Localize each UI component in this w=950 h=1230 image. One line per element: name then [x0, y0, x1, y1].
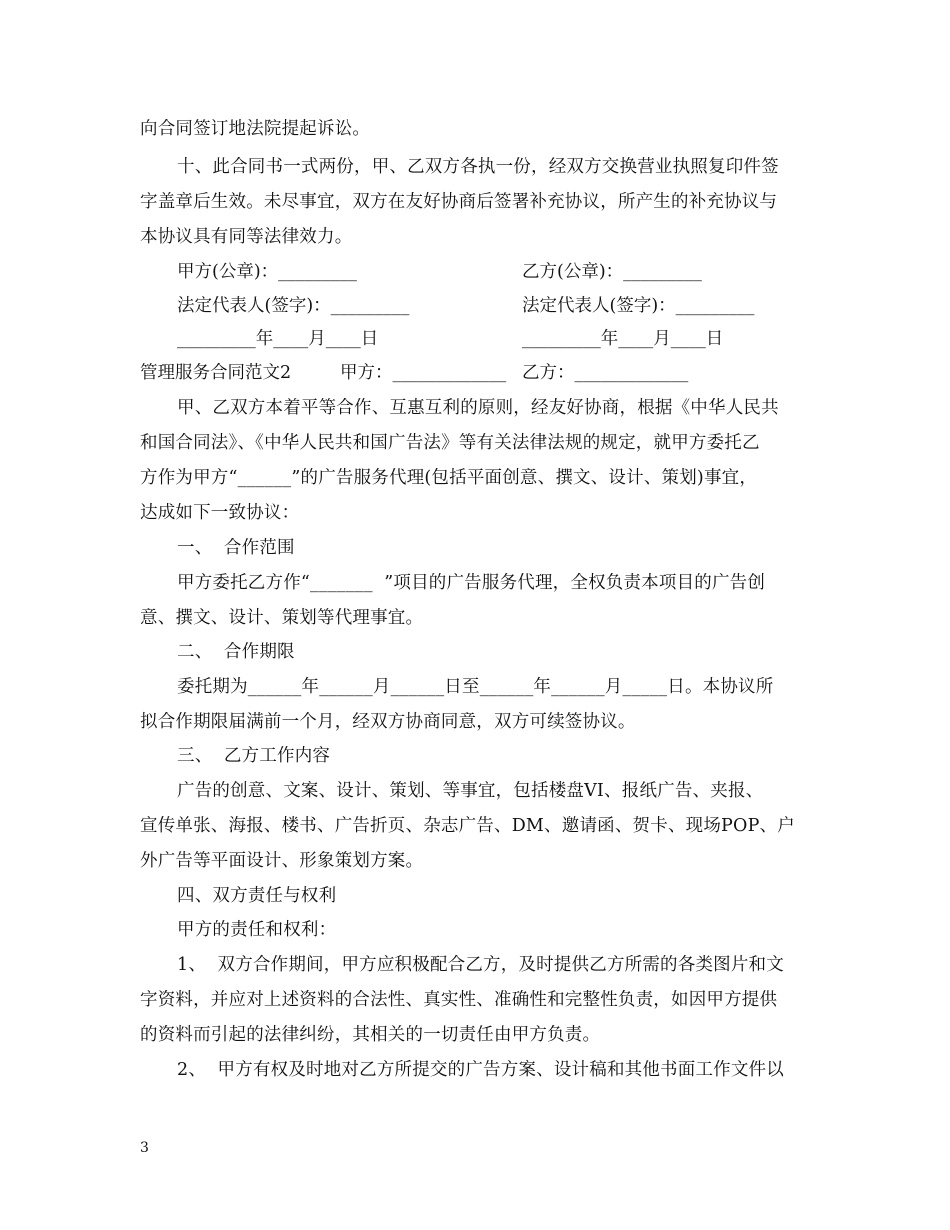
- section-heading: 三、 乙方工作内容: [177, 746, 331, 766]
- paragraph-line: 委托期为______年______月______日至______年______月_____日。本协议所: [177, 677, 774, 697]
- section-title: 管理服务合同范文2: [140, 363, 292, 383]
- paragraph-line: 达成如下一致协议：: [140, 503, 300, 523]
- paragraph-line: 2、 甲方有权及时地对乙方所提交的广告方案、设计稿和其他书面工作文件以: [177, 1060, 784, 1080]
- paragraph-line: 意、撰文、设计、策划等代理事宜。: [140, 608, 424, 628]
- paragraph-line: 字资料，并应对上述资料的合法性、真实性、准确性和完整性负责，如因甲方提供: [140, 990, 778, 1010]
- paragraph-line: 十、此合同书一式两份，甲、乙双方各执一份，经双方交换营业执照复印件签: [177, 157, 779, 177]
- party-a-seal-field: 甲方(公章)：_________: [177, 262, 357, 282]
- section-heading: 二、 合作期限: [177, 642, 295, 662]
- party-a-date-field: _________年____月____日: [177, 329, 379, 349]
- paragraph-line: 甲方的责任和权利：: [177, 920, 337, 940]
- paragraph-line: 1、 双方合作期间，甲方应积极配合乙方，及时提供乙方所需的各类图片和文: [177, 955, 784, 975]
- paragraph-line: 广告的创意、文案、设计、策划、等事宜，包括楼盘VI、报纸广告、夹报、: [177, 781, 764, 801]
- party-a-rep-field: 法定代表人(签字)：_________: [177, 296, 410, 316]
- paragraph-line: 甲方委托乙方作“_______ ”项目的广告服务代理，全权负责本项目的广告创: [177, 573, 766, 593]
- paragraph-line: 甲、乙双方本着平等合作、互惠互利的原则，经友好协商，根据《中华人民共: [177, 398, 779, 418]
- title-party-a-field: 甲方：_____________: [340, 363, 507, 383]
- section-heading: 四、双方责任与权利: [177, 886, 337, 906]
- party-b-seal-field: 乙方(公章)：_________: [522, 262, 702, 282]
- paragraph-line: 方作为甲方“______”的广告服务代理(包括平面创意、撰文、设计、策划)事宜，: [140, 468, 758, 488]
- paragraph-line: 向合同签订地法院提起诉讼。: [140, 119, 371, 139]
- section-heading: 一、 合作范围: [177, 538, 295, 558]
- paragraph-line: 本协议具有同等法律效力。: [140, 227, 353, 247]
- page-number: 3: [140, 1140, 149, 1156]
- party-b-date-field: _________年____月____日: [522, 329, 724, 349]
- paragraph-line: 外广告等平面设计、形象策划方案。: [140, 851, 424, 871]
- paragraph-line: 的资料而引起的法律纠纷，其相关的一切责任由甲方负责。: [140, 1025, 601, 1045]
- paragraph-line: 拟合作期限届满前一个月，经双方协商同意，双方可续签协议。: [140, 712, 636, 732]
- paragraph-line: 宣传单张、海报、楼书、广告折页、杂志广告、DM、邀请函、贺卡、现场POP、户: [140, 816, 795, 836]
- title-party-b-field: 乙方：_____________: [522, 363, 689, 383]
- paragraph-line: 和国合同法》、《中华人民共和国广告法》等有关法律法规的规定，就甲方委托乙: [140, 433, 760, 453]
- paragraph-line: 字盖章后生效。未尽事宜，双方在友好协商后签署补充协议，所产生的补充协议与: [140, 192, 778, 212]
- party-b-rep-field: 法定代表人(签字)：_________: [522, 296, 755, 316]
